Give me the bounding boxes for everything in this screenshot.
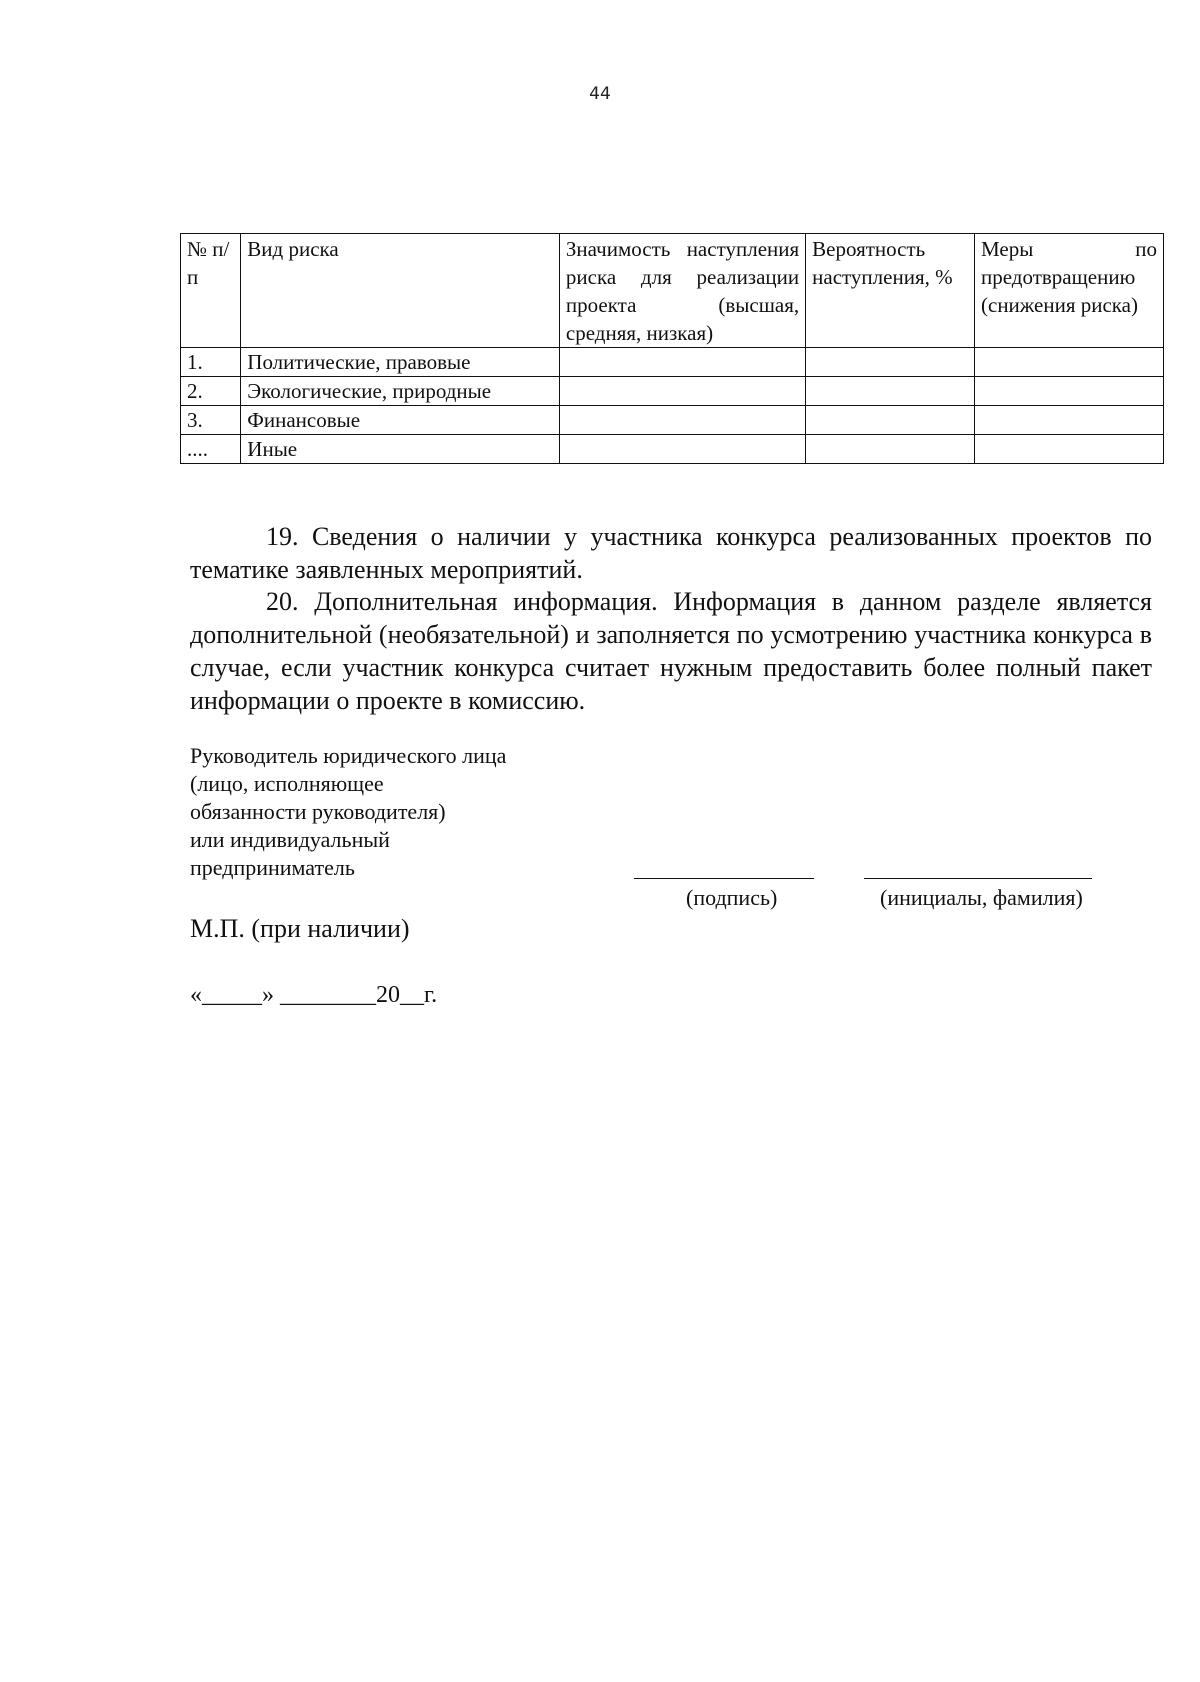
signer-title: [190, 742, 570, 882]
paragraph-19: 19. Сведения о наличии у участника конкурса реализованных проектов по тематике заявленных мероприятий.: [190, 522, 1152, 584]
row-measures-cell: [975, 435, 1164, 464]
signer-line: предприниматель: [190, 855, 355, 880]
signature-blank-line: [634, 878, 814, 879]
signature-caption: (подпись): [686, 885, 778, 910]
row-number: ....: [181, 435, 241, 464]
page-number: 44: [589, 84, 611, 104]
row-probability-cell: [806, 377, 975, 406]
table-row: [181, 406, 1164, 435]
row-risk-type: Финансовые: [241, 406, 560, 435]
table-row: [181, 377, 1164, 406]
row-significance-cell: [559, 406, 805, 435]
row-probability-cell: [806, 348, 975, 377]
signer-line: (лицо, исполняющее: [190, 771, 384, 796]
row-measures-cell: [975, 348, 1164, 377]
table-row: [181, 435, 1164, 464]
signer-line: Руководитель юридического лица: [190, 743, 507, 768]
row-risk-type: Экологические, природные: [241, 377, 560, 406]
date-line: «_____» ________20__г.: [190, 982, 438, 1008]
header-significance: Значимость наступления риска для реализации проекта (высшая, средняя, низкая): [559, 234, 805, 348]
paragraph-20: 20. Дополнительная информация. Информация в данном разделе является дополнительной (необязательной) и заполняется по усмотрению участника конкурса в случае, если участник конкурса считает нужным предоставить более полный пакет информации о проекте в комиссию.: [190, 587, 1152, 715]
row-number: 2.: [181, 377, 241, 406]
name-blank-line: [864, 878, 1092, 879]
header-measures: Меры по предотвращению (снижения риска): [975, 234, 1164, 348]
row-significance-cell: [559, 348, 805, 377]
signer-line: обязанности руководителя): [190, 799, 446, 824]
name-caption: (инициалы, фамилия): [880, 885, 1083, 910]
table-header-row: [181, 234, 1164, 348]
header-risk-type: Вид риска: [241, 234, 560, 348]
row-significance-cell: [559, 435, 805, 464]
row-probability-cell: [806, 435, 975, 464]
table-row: [181, 348, 1164, 377]
row-measures-cell: [975, 377, 1164, 406]
risk-table: [180, 233, 1164, 464]
signer-line: или индивидуальный: [190, 827, 390, 852]
stamp-label: М.П. (при наличии): [190, 914, 410, 943]
row-measures-cell: [975, 406, 1164, 435]
row-significance-cell: [559, 377, 805, 406]
row-risk-type: Иные: [241, 435, 560, 464]
row-number: 3.: [181, 406, 241, 435]
row-number: 1.: [181, 348, 241, 377]
header-probability: Вероятность наступления, %: [806, 234, 975, 348]
row-risk-type: Политические, правовые: [241, 348, 560, 377]
row-probability-cell: [806, 406, 975, 435]
header-number: № п/п: [181, 234, 241, 348]
